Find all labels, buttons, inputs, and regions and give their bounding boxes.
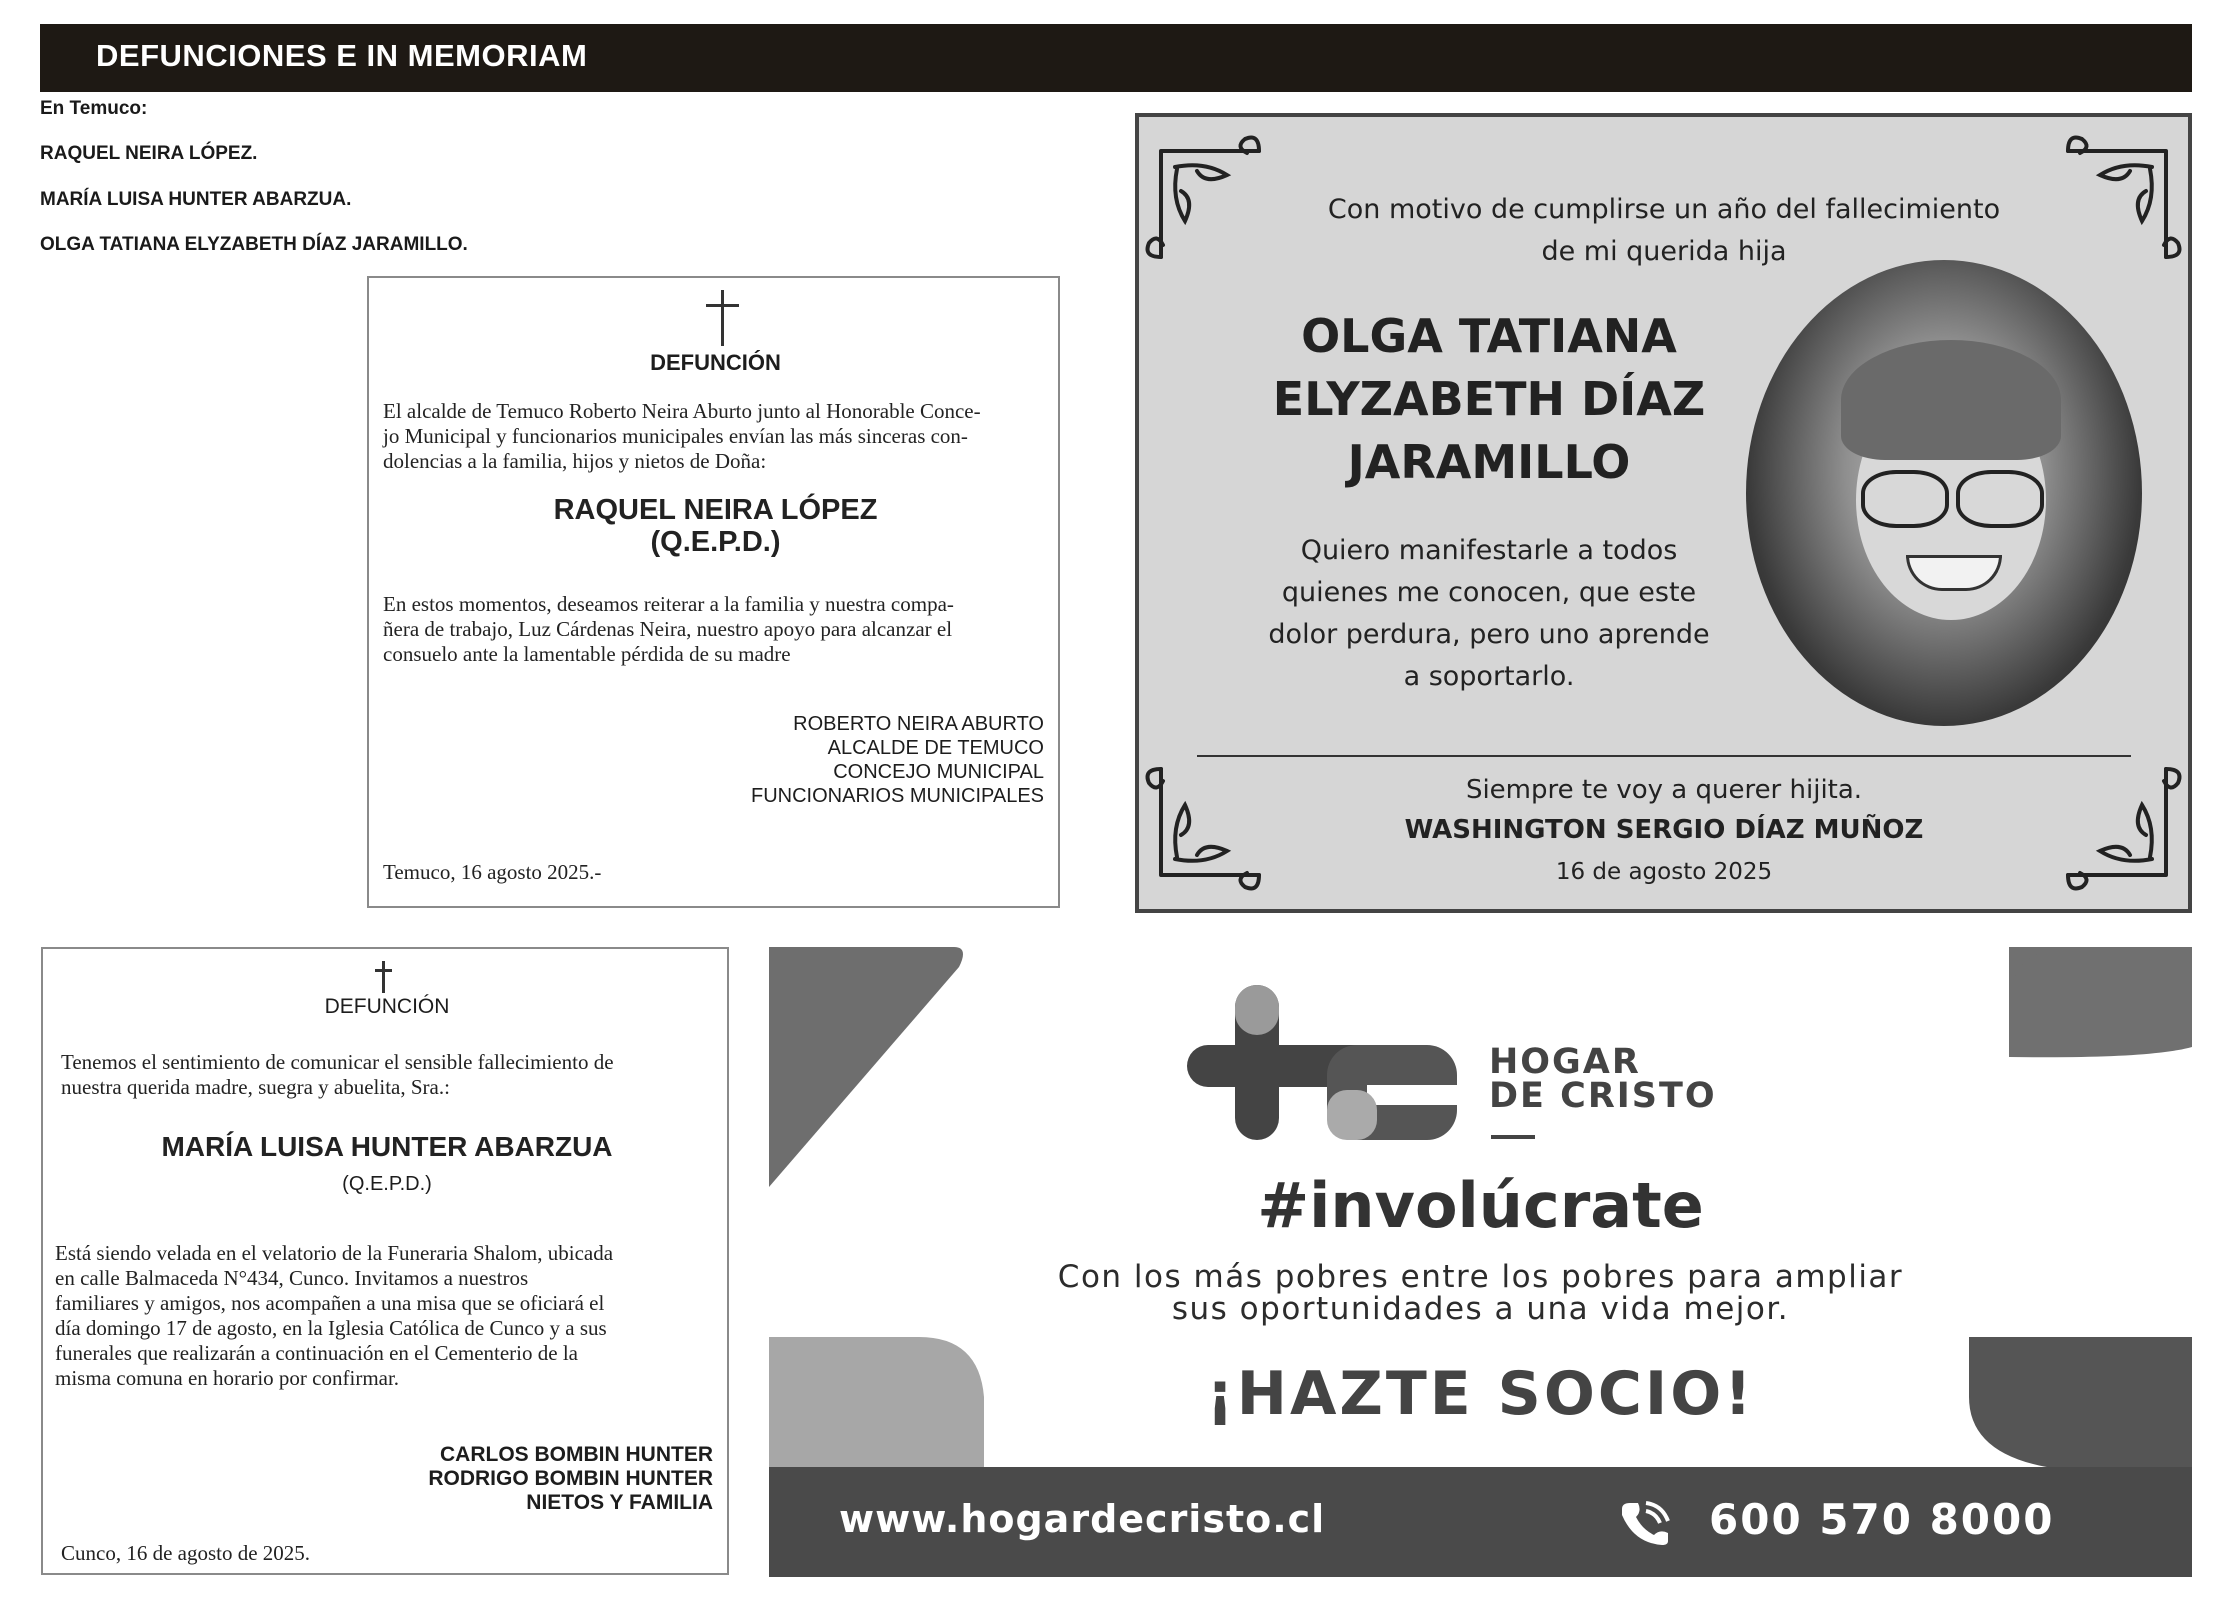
- deceased-list-item: MARÍA LUISA HUNTER ABARZUA.: [40, 189, 352, 210]
- location-label: En Temuco:: [40, 98, 148, 119]
- brand-underline: [1491, 1135, 1535, 1139]
- death-notice-raquel: [367, 276, 1060, 908]
- place-date: Temuco, 16 agosto 2025.-: [383, 860, 602, 884]
- contact-bar: [769, 1467, 2192, 1577]
- section-title: DEFUNCIONES E IN MEMORIAM: [96, 38, 588, 73]
- cross-icon: [704, 290, 740, 346]
- notice-signature: ROBERTO NEIRA ABURTO ALCALDE DE TEMUCO CONCEJO MUNICIPAL FUNCIONARIOS MUNICIPALES: [751, 713, 1044, 807]
- notice-heading: DEFUNCIÓN: [324, 995, 450, 1018]
- ad-tagline: Con los más pobres entre los pobres para ampliar sus oportunidades a una vida mejor.: [1057, 1259, 1904, 1327]
- deceased-name: MARÍA LUISA HUNTER ABARZUA: [161, 1131, 613, 1162]
- brand-name: HOGAR DE CRISTO: [1489, 1042, 1717, 1116]
- notice-signature: CARLOS BOMBIN HUNTER RODRIGO BOMBIN HUNTER NIETOS Y FAMILIA: [428, 1443, 713, 1514]
- notice-heading: DEFUNCIÓN: [650, 350, 781, 375]
- cta-headline: ¡HAZTE SOCIO!: [1206, 1359, 1755, 1429]
- memoriam-intro: Con motivo de cumplirse un año del fallecimiento de mi querida hija: [1327, 194, 2001, 267]
- hogar-de-cristo-logo-icon: [1187, 985, 1457, 1140]
- hashtag: #involúcrate: [1257, 1169, 1704, 1242]
- divider: [1197, 755, 2131, 757]
- memoriam-name: OLGA TATIANA ELYZABETH DÍAZ JARAMILLO: [1272, 309, 1706, 489]
- phone-number[interactable]: 600 570 8000: [1709, 1495, 2055, 1544]
- notice-body: Está siendo velada en el velatorio de la Funeraria Shalom, ubicada en calle Balmaceda N°434, Cunco. Invitamos a nuestros familiares y amigos, nos acompañen a una misa que se oficiará el día domingo 17 de agosto, en la Iglesia Católica de Cunco y a sus funerales que realizarán a continuación en el Cementerio de la misma comuna en horario por confirmar.: [55, 1241, 614, 1390]
- notice-intro: El alcalde de Temuco Roberto Neira Aburto junto al Honorable Conce- jo Municipal y funcionarios municipales envían las más sinceras con- dolencias a la familia, hijos y nietos de Doña:: [383, 399, 981, 473]
- hogar-de-cristo-ad: [769, 947, 2192, 1577]
- deceased-name: RAQUEL NEIRA LÓPEZ: [553, 494, 878, 526]
- in-memoriam-notice: [1135, 113, 2192, 913]
- qepd-label: (Q.E.P.D.): [650, 526, 781, 558]
- memoriam-date: 16 de agosto 2025: [1555, 859, 1773, 885]
- memoriam-message: Quiero manifestarle a todos quienes me conocen, que este dolor perdura, pero uno aprende a soportarlo.: [1268, 535, 1710, 692]
- deceased-list-item: RAQUEL NEIRA LÓPEZ.: [40, 143, 258, 164]
- place-date: Cunco, 16 de agosto de 2025.: [61, 1541, 311, 1565]
- notice-intro: Tenemos el sentimiento de comunicar el sensible fallecimiento de nuestra querida madre, suegra y abuelita, Sra.:: [61, 1050, 614, 1099]
- website-link[interactable]: www.hogardecristo.cl: [839, 1497, 1326, 1541]
- deceased-list-item: OLGA TATIANA ELYZABETH DÍAZ JARAMILLO.: [40, 234, 468, 255]
- cross-icon: [373, 961, 395, 993]
- death-notice-maria-luisa: [41, 947, 729, 1575]
- memoriam-signer: WASHINGTON SERGIO DÍAZ MUÑOZ: [1404, 815, 1924, 845]
- phone-icon: [1612, 1497, 1676, 1547]
- notice-body: En estos momentos, deseamos reiterar a la familia y nuestra compa- ñera de trabajo, Luz Cárdenas Neira, nuestro apoyo para alcanzar el consuelo ante la lamentable pérdida de su madre: [383, 592, 954, 666]
- qepd-label: (Q.E.P.D.): [342, 1173, 432, 1195]
- portrait-photo: [1746, 260, 2142, 726]
- memoriam-closing: Siempre te voy a querer hijita.: [1465, 775, 1863, 805]
